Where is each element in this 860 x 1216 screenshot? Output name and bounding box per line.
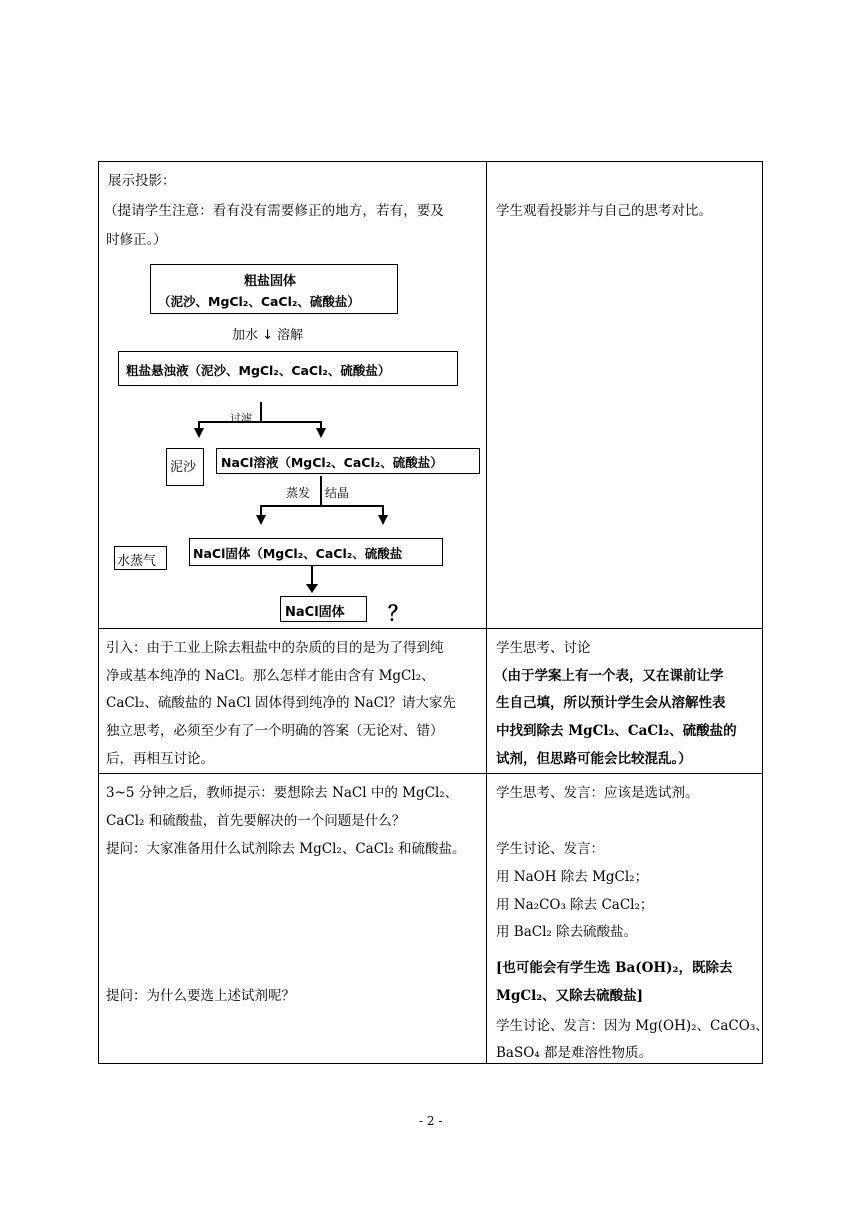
row3-right-line3: 用 NaOH 除去 MgCl₂； — [496, 869, 649, 885]
row2-right-title: 学生思考、讨论 — [496, 640, 591, 656]
flow-step-evaporate: 蒸发 — [286, 486, 311, 500]
flow-box3a-text: 泥沙 — [170, 460, 197, 475]
flow-box1-line2: （泥沙、MgCl₂、CaCl₂、硫酸盐） — [158, 294, 360, 309]
flow-box1-line1: 粗盐固体 — [244, 274, 297, 289]
row1-right-text: 学生观看投影并与自己的思考对比。 — [496, 203, 712, 219]
row2-left-line: 引入：由于工业上除去粗盐中的杂质的目的是为了得到纯 — [106, 640, 444, 656]
row1-left-title: 展示投影： — [108, 173, 176, 189]
table-border-bottom — [98, 1063, 763, 1064]
row1-left-note-line1: （提请学生注意：看有没有需要修正的地方，若有，要及 — [104, 203, 444, 219]
row2-right-bold-line: 试剂，但思路可能会比较混乱。） — [496, 751, 692, 767]
row3-left-line1: 3~5 分钟之后，教师提示：要想除去 NaCl 中的 MgCl₂、 — [106, 785, 459, 801]
table-border-top — [98, 161, 763, 162]
flow-evap-arrowheads — [252, 515, 392, 527]
table-border-right — [762, 161, 763, 1064]
row3-left-line4: 提问：为什么要选上述试剂呢？ — [106, 988, 295, 1004]
flow-step-dissolve: 加水 ↓ 溶解 — [232, 328, 304, 343]
row3-right-line7: BaSO₄ 都是难溶性物质。 — [496, 1045, 652, 1061]
flow-filter-bar — [198, 421, 322, 423]
table-row-divider-2 — [98, 773, 763, 774]
row2-right-bold-line: （由于学案上有一个表，又在课前让学 — [494, 668, 724, 684]
row2-right-bold-line: 中找到除去 MgCl₂、CaCl₂、硫酸盐的 — [496, 723, 737, 739]
row3-right-line2: 学生讨论、发言： — [496, 841, 604, 857]
table-row-divider-1 — [98, 628, 763, 629]
row2-right-bold-line: 生自己填，所以预计学生会从溶解性表 — [496, 695, 726, 711]
flow-box3b-text: NaCl溶液（MgCl₂、CaCl₂、硫酸盐） — [221, 455, 443, 470]
flow-box5-text: NaCl固体 — [285, 605, 345, 620]
row3-right-line4: 用 Na₂CO₃ 除去 CaCl₂； — [496, 897, 654, 913]
row2-left-line: CaCl₂、硫酸盐的 NaCl 固体得到纯净的 NaCl？请大家先 — [106, 695, 456, 711]
page-number: - 2 - — [419, 1114, 443, 1128]
flow-filter-stem — [260, 402, 262, 422]
flow-final-stem — [311, 566, 313, 586]
row3-right-bold1: [也可能会有学生选 Ba(OH)₂，既除去 — [496, 960, 733, 976]
row3-right-line5: 用 BaCl₂ 除去硫酸盐。 — [496, 924, 638, 940]
flow-box4a-text: 水蒸气 — [117, 554, 157, 569]
flow-step-filter: 过滤 — [230, 412, 252, 425]
row2-left-line: 独立思考，必须至少有了一个明确的答案（无论对、错） — [106, 723, 444, 739]
row2-left-line: 后，再相互讨论。 — [106, 751, 214, 767]
row3-left-line2: CaCl₂ 和硫酸盐，首先要解决的一个问题是什么？ — [106, 813, 406, 829]
flow-question-mark: ？ — [388, 601, 408, 625]
flow-final-arrowhead — [306, 584, 318, 594]
row3-right-bold2: MgCl₂、又除去硫酸盐] — [496, 988, 644, 1004]
flow-box2-text: 粗盐悬浊液（泥沙、MgCl₂、CaCl₂、硫酸盐） — [126, 363, 391, 378]
table-column-divider — [486, 161, 487, 1064]
row1-left-note-line2: 时修正。） — [106, 232, 167, 248]
flow-step-crystallize: 结晶 — [325, 486, 350, 500]
table-border-left — [98, 161, 99, 1064]
flow-box4b-text: NaCl固体（MgCl₂、CaCl₂、硫酸盐 — [193, 546, 403, 561]
flow-evap-stem — [320, 476, 322, 506]
flow-evap-bar — [260, 505, 384, 507]
row3-right-line1: 学生思考、发言：应该是选试剂。 — [496, 785, 699, 801]
row3-left-line3: 提问：大家准备用什么试剂除去 MgCl₂、CaCl₂ 和硫酸盐。 — [106, 841, 466, 857]
flow-filter-arrowheads — [190, 428, 330, 440]
row3-right-line6: 学生讨论、发言：因为 Mg(OH)₂、CaCO₃、 — [496, 1018, 769, 1034]
row2-left-line: 净或基本纯净的 NaCl。那么怎样才能由含有 MgCl₂、 — [106, 668, 435, 684]
